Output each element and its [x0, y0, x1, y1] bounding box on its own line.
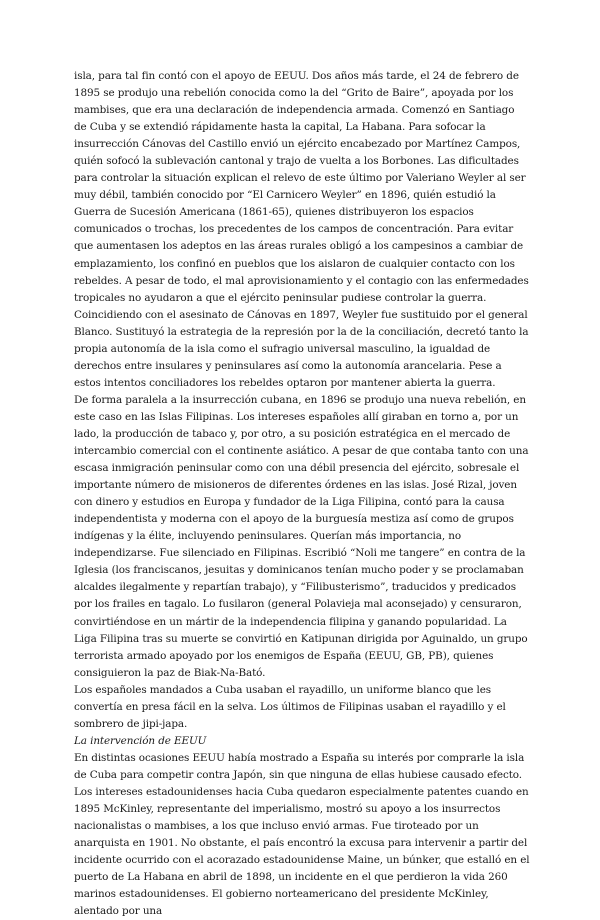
paragraph: Los españoles mandados a Cuba usaban el rayadillo, un uniforme blanco que les convertía en presa fácil en la selva. Los últimos de Filipinas usaban el rayadillo y el sombrero de jipi-japa. — [74, 683, 506, 730]
paragraph: isla, para tal fin contó con el apoyo de EEUU. Dos años más tarde, el 24 de febrero de 1895 se produjo una rebelión conocida como la del “Grito de Baire”, apoyada por los mambises, que era una declaración de independencia armada. Comenzó en Santiago de Cuba y se extendió rápidamente hasta la capital, La Habana. Para sofocar la insurrección Cánovas del Castillo envió un ejército encabezado por Martínez Campos, quién sofocó la sublevación cantonal y trajo de vuelta a los Borbones. Las dificultades para controlar la situación explican el relevo de este último por Valeriano Weyler al ser muy débil, también conocido por “El Carnicero Weyler” en 1896, quién estudió la Guerra de Sucesión Americana (1861-65), quienes distribuyeron los espacios comunicados o trochas, los precedentes de los campos de concentración. Para evitar que aumentasen los adeptos en las áreas rurales obligó a los campesinos a cambiar de emplazamiento, los confinó en pueblos que los aislaron de cualquier contacto con los rebeldes. A pesar de todo, el mal aprovisionamiento y el contagio con las enfermedades tropicales no ayudaron a que el ejército peninsular pudiese controlar la guerra. — [74, 70, 529, 304]
paragraph: En distintas ocasiones EEUU había mostrado a España su interés por comprarle la isla de Cuba para competir contra Japón, sin que ninguna de ellas hubiese causado efecto. Los intereses estadounidenses hacia Cuba quedaron especialmente patentes cuando en 1895 McKinley, representante del imperialismo, mostró su apoyo a los insurrectos nacionalistas o mambises, a los que incluso envió armas. Fue tiroteado por un anarquista en 1901. No obstante, el país encontró la excusa para intervenir a partir del incidente ocurrido con el acorazado estadounidense Maine, un búnker, que estalló en el puerto de La Habana en abril de 1898, un incidente en el que perdieron la vida 260 marinos estadounidenses. El gobierno norteamericano del presidente McKinley, alentado por una — [74, 751, 530, 918]
document-page — [74, 68, 530, 920]
section-heading: La intervención de EEUU — [74, 734, 207, 747]
paragraph: De forma paralela a la insurrección cubana, en 1896 se produjo una nueva rebelión, en este caso en las Islas Filipinas. Los intereses españoles allí giraban en torno a, por un lado, la producción de tabaco y, por otro, a su posición estratégica en el mercado de intercambio comercial con el continente asiático. A pesar de que contaba tanto con una escasa inmigración peninsular como con una débil presencia del ejército, sobresale el importante número de misioneros de diferentes órdenes en las islas. José Rizal, joven con dinero y estudios en Europa y fundador de la Liga Filipina, contó para la causa independentista y moderna con el apoyo de la burguesía mestiza así como de grupos indígenas y la élite, incluyendo peninsulares. Querían más importancia, no independizarse. Fue silenciado en Filipinas. Escribió “Noli me tangere” en contra de la Iglesia (los franciscanos, jesuitas y dominicanos tenían mucho poder y se proclamaban alcaldes ilegalmente y repartían trabajo), y “Filibusterismo”, traducidos y predicados por los frailes en tagalo. Lo fusilaron (general Polavieja mal aconsejado) y censuraron, convirtiéndose en un mártir de la independencia filipina y ganando popularidad. La Liga Filipina tras su muerte se convirtió en Katipunan dirigida por Aguinaldo, un grupo terrorista armado apoyado por los enemigos de España (EEUU, GB, PB), quienes consiguieron la paz de Biak-Na-Bató. — [74, 393, 529, 679]
paragraph: Coincidiendo con el asesinato de Cánovas en 1897, Weyler fue sustituido por el general Blanco. Sustituyó la estrategia de la represión por la de la conciliación, decretó tanto la propia autonomía de la isla como el sufragio universal masculino, la igualdad de derechos entre insulares y peninsulares así como la autonomía arancelaria. Pese a estos intentos conciliadores los rebeldes optaron por mantener abierta la guerra. — [74, 308, 529, 389]
